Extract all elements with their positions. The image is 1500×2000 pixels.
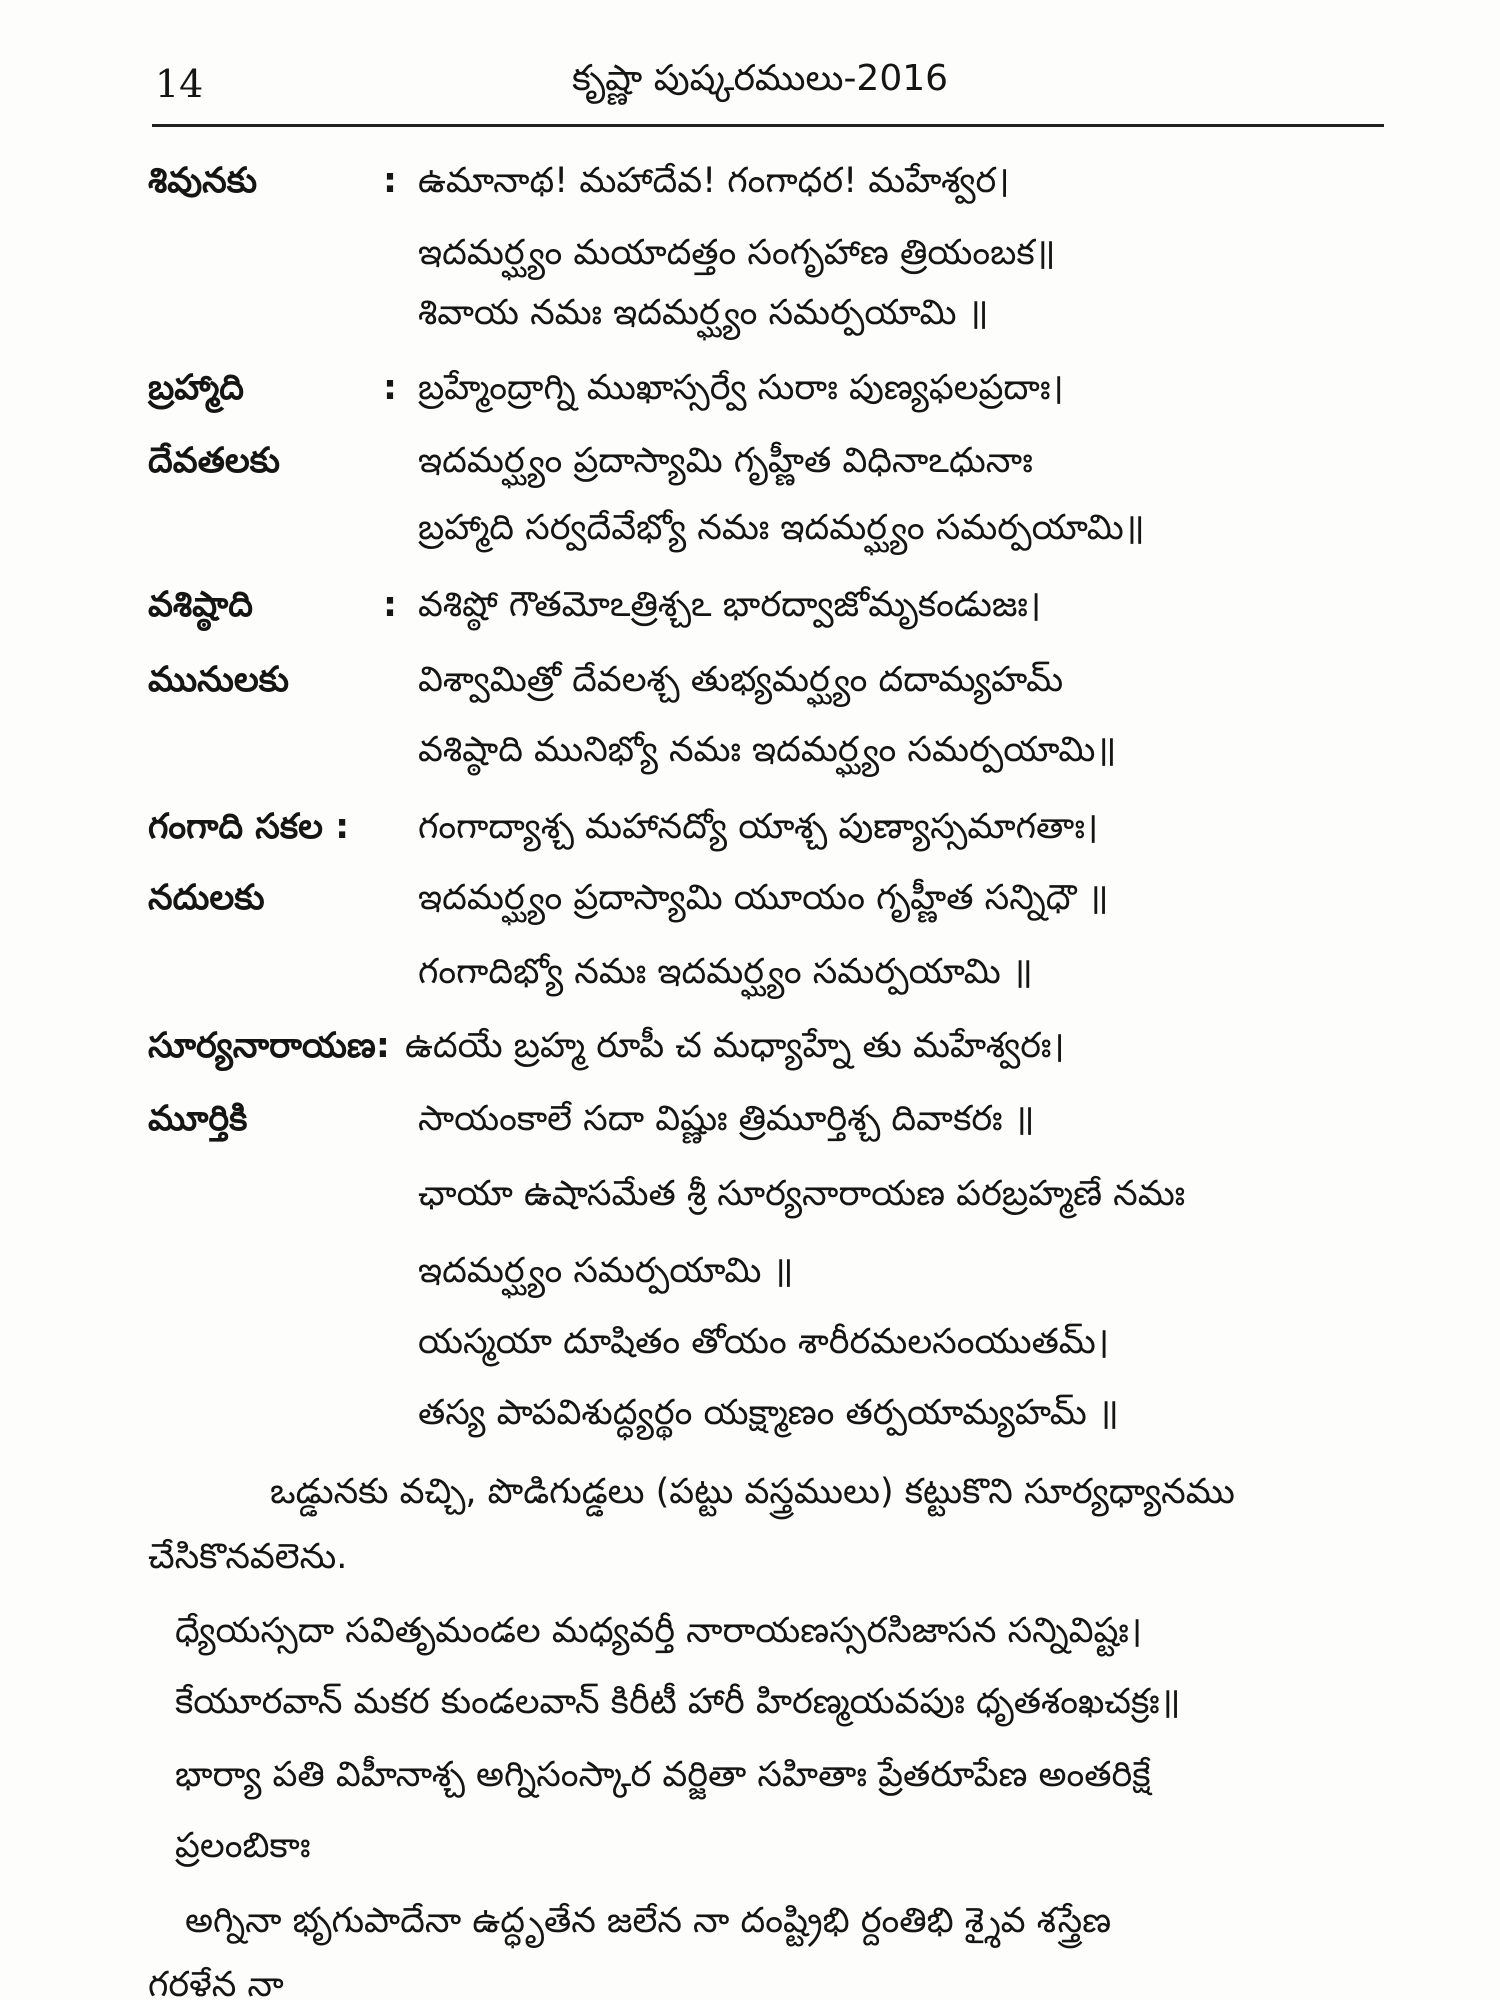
text-line: ఉదయే బ్రహ్మ రూపీ చ మధ్యాహ్నే తు మహేశ్వరః। <box>405 1026 1065 1066</box>
text-line: ఒడ్డునకు వచ్చి, పొడిగుడ్డలు (పట్టు వస్త్రములు) కట్టుకొని సూర్యధ్యానము <box>270 1472 1235 1512</box>
text-line: ఛాయా ఉషాసమేత శ్రీ సూర్యనారాయణ పరబ్రహ్మణే నమః <box>418 1174 1186 1214</box>
text-line: ఉమానాథ! మహాదేవ! గంగాధర! మహేశ్వర। <box>418 161 1010 201</box>
text-line: గంగాద్యాశ్చ మహానద్యో యాశ్చ పుణ్యాస్సమాగతాః। <box>418 807 1099 847</box>
label-colon: : <box>383 161 397 201</box>
label-colon: : <box>383 585 397 625</box>
section-label: మునులకు <box>148 660 290 700</box>
page-number: 14 <box>155 62 204 106</box>
text-line: సాయంకాలే సదా విష్ణుః త్రిమూర్తిశ్చ దివాకరః ॥ <box>418 1099 1035 1139</box>
text-line: విశ్వామిత్రో దేవలశ్చ తుభ్యమర్ఘ్యం దదామ్యహమ్ <box>418 660 1064 700</box>
text-line: శివాయ నమః ఇదమర్ఘ్యం సమర్పయామి ॥ <box>418 293 989 333</box>
text-line: భార్యా పతి విహీనాశ్చ అగ్నిసంస్కార వర్జితా సహితాః ప్రేతరూపేణ అంతరిక్షే <box>175 1755 1151 1795</box>
text-line: ధ్యేయస్సదా సవితృమండల మధ్యవర్తీ నారాయణస్సరసిజాసన సన్నివిష్టః। <box>175 1611 1143 1651</box>
text-line: అగ్నినా భృగుపాదేనా ఉద్ధృతేన జలేన నా దంష్ట్రిభి ర్దంతిభి శ్శైవ శస్త్రేణ <box>185 1901 1112 1941</box>
section-label: సూర్యనారాయణ: <box>148 1026 390 1066</box>
text-line: బ్రహ్మాది సర్వదేవేభ్యో నమః ఇదమర్ఘ్యం సమర్పయామి॥ <box>418 508 1145 548</box>
section-label: శివునకు <box>148 161 258 201</box>
header-rule <box>152 124 1384 127</box>
text-line: ఇదమర్ఘ్యం ప్రదాస్యామి గృహ్ణీత విధినాఽధునాః <box>418 441 1033 481</box>
section-label: వశిష్ఠాది <box>148 585 253 625</box>
text-line: వశిష్ఠాది మునిభ్యో నమః ఇదమర్ఘ్యం సమర్పయామి॥ <box>418 730 1117 770</box>
text-line: గంగాదిభ్యో నమః ఇదమర్ఘ్యం సమర్పయామి ॥ <box>418 952 1033 992</box>
text-line: కేయూరవాన్ మకర కుండలవాన్ కిరీటీ హారీ హిరణ్మయవపుః ధృతశంఖచక్రః॥ <box>175 1682 1181 1722</box>
text-line: యస్మయా దూషితం తోయం శారీరమలసంయుతమ్। <box>418 1322 1110 1362</box>
section-label: దేవతలకు <box>148 441 281 481</box>
text-line: ఇదమర్ఘ్యం సమర్పయామి ॥ <box>418 1251 794 1291</box>
running-title: కృష్ణా పుష్కరములు-2016 <box>571 58 949 99</box>
text-line: గరళేన నా <box>148 1965 284 2000</box>
text-line: బ్రహ్మేంద్రాగ్ని ముఖాస్సర్వే సురాః పుణ్యఫలప్రదాః। <box>418 368 1064 408</box>
section-label: బ్రహ్మాది <box>148 368 245 408</box>
text-line: వశిష్ఠో గౌతమోఽత్రిశ్చఽ భారద్వాజోమృకండుజః। <box>418 585 1042 625</box>
text-line: చేసికొనవలెను. <box>148 1537 348 1577</box>
label-colon: : <box>383 368 397 408</box>
text-line: ఇదమర్ఘ్యం ప్రదాస్యామి యూయం గృహ్ణీత సన్నిధౌ ॥ <box>418 878 1109 918</box>
text-line: తస్య పాపవిశుద్ధ్యర్థం యక్ష్మాణం తర్పయామ్యహమ్ ॥ <box>418 1393 1119 1433</box>
section-label: గంగాది సకల : <box>148 807 350 847</box>
section-label: మూర్తికి <box>148 1099 248 1139</box>
section-label: నదులకు <box>148 878 265 918</box>
text-line: ఇదమర్ఘ్యం మయాదత్తం సంగృహాణ త్రియంబక॥ <box>418 233 1056 273</box>
text-line: ప్రలంబికాః <box>175 1826 311 1866</box>
